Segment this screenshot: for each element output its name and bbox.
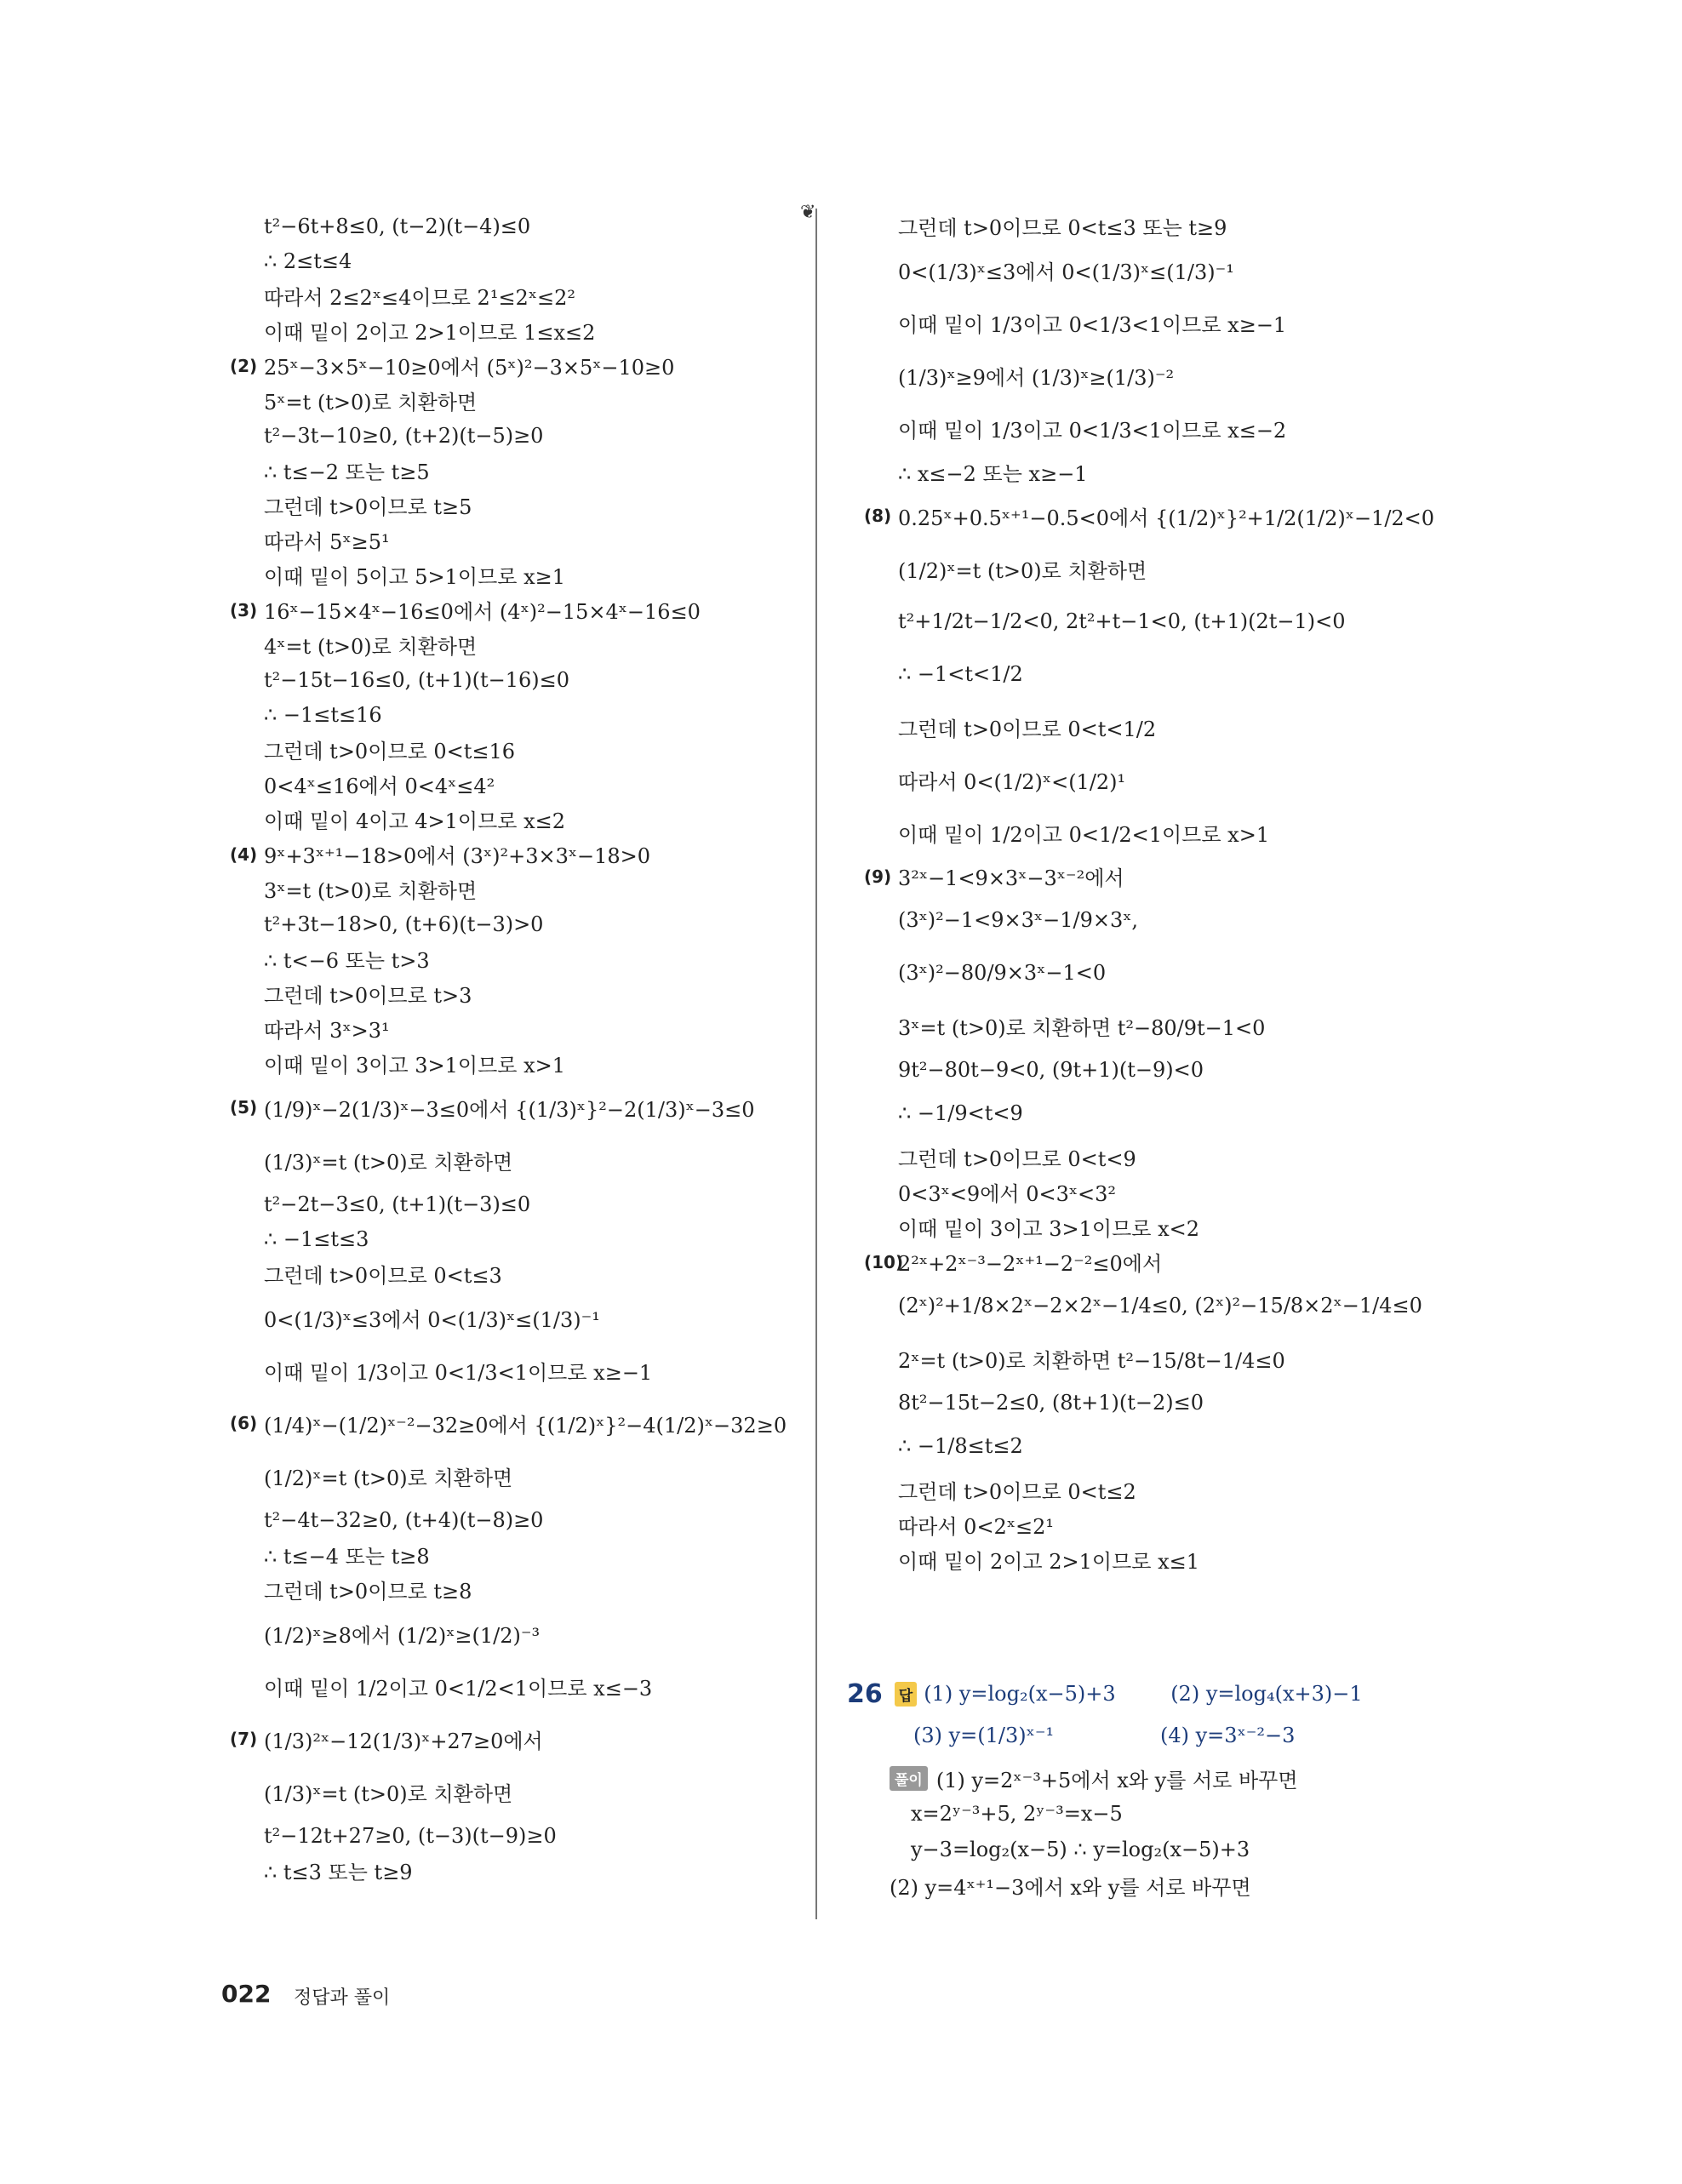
solution-line: (9) 3²ˣ−1<9×3ˣ−3ˣ⁻²에서	[864, 866, 1124, 890]
solution-line: ∴ 2≤t≤4	[264, 249, 352, 273]
solution-line: 0<(1/3)ˣ≤3에서 0<(1/3)ˣ≤(1/3)⁻¹	[898, 260, 1234, 284]
solution-line: (1/2)ˣ=t (t>0)로 치환하면	[898, 558, 1147, 583]
solution-line: 0<(1/3)ˣ≤3에서 0<(1/3)ˣ≤(1/3)⁻¹	[264, 1307, 600, 1332]
solution-line: (1/2)ˣ=t (t>0)로 치환하면	[264, 1466, 513, 1490]
solution-line: ∴ −1/9<t<9	[898, 1101, 1023, 1125]
solution-line: 이때 밑이 5이고 5>1이므로 x≥1	[264, 565, 566, 589]
solution-line: 이때 밑이 1/2이고 0<1/2<1이므로 x>1	[898, 822, 1270, 847]
solution-line: x=2ʸ⁻³+5, 2ʸ⁻³=x−5	[911, 1802, 1123, 1826]
solution-line: ∴ −1≤t≤16	[264, 702, 382, 727]
solution-line: t²−12t+27≥0, (t−3)(t−9)≥0	[264, 1823, 557, 1848]
solution-line: 3ˣ=t (t>0)로 치환하면	[264, 879, 478, 903]
solution-line: ∴ −1<t<1/2	[898, 662, 1023, 686]
solution-line: (2ˣ)²+1/8×2ˣ−2×2ˣ−1/4≤0, (2ˣ)²−15/8×2ˣ−1/4≤0	[898, 1294, 1422, 1318]
answer-3: (3) y=(1/3)ˣ⁻¹	[913, 1724, 1055, 1747]
solution-line: 이때 밑이 2이고 2>1이므로 x≤1	[898, 1550, 1200, 1574]
right-column	[864, 209, 1443, 1577]
solution-line: (3ˣ)²−80/9×3ˣ−1<0	[898, 961, 1107, 985]
solution-line: t²+3t−18>0, (t+6)(t−3)>0	[264, 912, 544, 936]
solution-line: 이때 밑이 3이고 3>1이므로 x>1	[264, 1054, 566, 1078]
solution-line: t²−3t−10≥0, (t+2)(t−5)≥0	[264, 423, 544, 448]
solution-line: (5) (1/9)ˣ−2(1/3)ˣ−3≤0에서 {(1/3)ˣ}²−2(1/3)ˣ−3≤0	[230, 1097, 755, 1122]
problem-number: (5)	[230, 1097, 258, 1118]
solution-line: t²−2t−3≤0, (t+1)(t−3)≤0	[264, 1192, 531, 1216]
solution-line: t²+1/2t−1/2<0, 2t²+t−1<0, (t+1)(2t−1)<0	[898, 609, 1346, 633]
solution-line: 이때 밑이 2이고 2>1이므로 1≤x≤2	[264, 321, 596, 345]
solution-line: 그런데 t>0이므로 0<t≤16	[264, 740, 516, 763]
solution-line: 그런데 t>0이므로 0<t≤3 또는 t≥9	[898, 216, 1227, 240]
solution-line: ∴ t<−6 또는 t>3	[264, 949, 430, 973]
solution-line: 3ˣ=t (t>0)로 치환하면 t²−80/9t−1<0	[898, 1015, 1266, 1040]
solution-line: ∴ t≤−4 또는 t≥8	[264, 1545, 430, 1569]
solution-line: 8t²−15t−2≤0, (8t+1)(t−2)≤0	[898, 1390, 1204, 1415]
solution-line: 이때 밑이 1/3이고 0<1/3<1이므로 x≤−2	[898, 418, 1287, 443]
solution-line: 그런데 t>0이므로 0<t<1/2	[898, 717, 1157, 741]
solution-line: (1/3)ˣ=t (t>0)로 치환하면	[264, 1150, 513, 1175]
problem-number: (9)	[864, 866, 892, 887]
left-column	[230, 209, 792, 1888]
solution-line: t²−15t−16≤0, (t+1)(t−16)≤0	[264, 667, 569, 692]
solution-line: ∴ −1≤t≤3	[264, 1226, 369, 1251]
problem-number: (3)	[230, 599, 258, 620]
answer-4: (4) y=3ˣ⁻²−3	[1160, 1724, 1296, 1747]
solution-line: (8) 0.25ˣ+0.5ˣ⁺¹−0.5<0에서 {(1/2)ˣ}²+1/2(1/2)ˣ−1/2<0	[864, 506, 1435, 530]
problem-number: (2)	[230, 355, 258, 376]
answer-1: (1) y=log₂(x−5)+3	[924, 1682, 1116, 1706]
solution-line: (1) y=2ˣ⁻³+5에서 x와 y를 서로 바꾸면	[935, 1768, 1298, 1792]
solution-line: 4ˣ=t (t>0)로 치환하면	[264, 635, 478, 659]
problem-number: (6)	[230, 1413, 258, 1433]
question-number: 26	[847, 1678, 883, 1709]
problem-number: (10)	[864, 1251, 904, 1272]
solution-line: (10) 2²ˣ+2ˣ⁻³−2ˣ⁺¹−2⁻²≤0에서	[864, 1251, 1163, 1276]
solution-line: (1/2)ˣ≥8에서 (1/2)ˣ≥(1/2)⁻³	[264, 1623, 541, 1648]
solution-line: ∴ t≤3 또는 t≥9	[264, 1861, 413, 1884]
question-26	[847, 1677, 1443, 1903]
solution-line: (1/3)ˣ=t (t>0)로 치환하면	[264, 1781, 513, 1806]
problem-number: (7)	[230, 1729, 258, 1749]
column-divider	[815, 209, 817, 1919]
problem-number: (8)	[864, 506, 892, 526]
problem-number: (4)	[230, 843, 258, 865]
solution-line: 9t²−80t−9<0, (9t+1)(t−9)<0	[898, 1057, 1204, 1082]
solution-line: 그런데 t>0이므로 0<t<9	[898, 1147, 1136, 1171]
page-section-title: 정답과 풀이	[294, 1987, 391, 2009]
solution-line: (4) 9ˣ+3ˣ⁺¹−18>0에서 (3ˣ)²+3×3ˣ−18>0	[230, 843, 651, 868]
answer-2: (2) y=log₄(x+3)−1	[1170, 1682, 1363, 1706]
solution-line: 따라서 5ˣ≥5¹	[264, 530, 390, 554]
solution-line: t²−6t+8≤0, (t−2)(t−4)≤0	[264, 214, 531, 238]
solution-line: 따라서 2≤2ˣ≤4이므로 2¹≤2ˣ≤2²	[264, 286, 576, 310]
solution-line: y−3=log₂(x−5) ∴ y=log₂(x−5)+3	[911, 1838, 1250, 1861]
solution-line: 따라서 3ˣ>3¹	[264, 1019, 390, 1043]
solution-line: 2ˣ=t (t>0)로 치환하면 t²−15/8t−1/4≤0	[898, 1348, 1285, 1373]
solution-tag: 풀이	[890, 1766, 928, 1791]
solution-line: (7) (1/3)²ˣ−12(1/3)ˣ+27≥0에서	[230, 1729, 543, 1753]
solution-line: 그런데 t>0이므로 t≥8	[264, 1580, 472, 1604]
solution-line: 0<3ˣ<9에서 0<3ˣ<3²	[898, 1182, 1117, 1206]
solution-line: 그런데 t>0이므로 t>3	[264, 984, 472, 1008]
page-number: 022	[221, 1980, 272, 2008]
solution-line: 그런데 t>0이므로 0<t≤2	[898, 1480, 1136, 1504]
solution-line: (2) y=4ˣ⁺¹−3에서 x와 y를 서로 바꾸면	[890, 1875, 1251, 1900]
solution-line: 따라서 0<(1/2)ˣ<(1/2)¹	[898, 769, 1126, 794]
solution-line: 그런데 t>0이므로 t≥5	[264, 495, 472, 519]
solution-line: 이때 밑이 1/3이고 0<1/3<1이므로 x≥−1	[264, 1360, 653, 1385]
solution-line: t²−4t−32≥0, (t+4)(t−8)≥0	[264, 1507, 544, 1532]
solution-line: ∴ t≤−2 또는 t≥5	[264, 460, 430, 484]
solution-line: 이때 밑이 3이고 3>1이므로 x<2	[898, 1217, 1200, 1241]
solution-line: (3ˣ)²−1<9×3ˣ−1/9×3ˣ,	[898, 908, 1139, 932]
solution-line: ∴ −1/8≤t≤2	[898, 1434, 1023, 1458]
solution-line: (6) (1/4)ˣ−(1/2)ˣ⁻²−32≥0에서 {(1/2)ˣ}²−4(1/2)ˣ−32≥0	[230, 1413, 787, 1438]
answer-tag: 답	[895, 1682, 917, 1707]
solution-line: 이때 밑이 4이고 4>1이므로 x≤2	[264, 809, 566, 833]
column-ornament: ❦	[800, 202, 816, 223]
solution-line: 5ˣ=t (t>0)로 치환하면	[264, 391, 478, 415]
solution-line: ∴ x≤−2 또는 x≥−1	[898, 462, 1088, 486]
solution-line: 이때 밑이 1/2이고 0<1/2<1이므로 x≤−3	[264, 1676, 653, 1701]
solution-line: 그런데 t>0이므로 0<t≤3	[264, 1264, 502, 1288]
solution-line: 이때 밑이 1/3이고 0<1/3<1이므로 x≥−1	[898, 312, 1287, 337]
solution-line: 0<4ˣ≤16에서 0<4ˣ≤4²	[264, 775, 495, 798]
solution-line: (3) 16ˣ−15×4ˣ−16≤0에서 (4ˣ)²−15×4ˣ−16≤0	[230, 599, 701, 624]
solution-line: (2) 25ˣ−3×5ˣ−10≥0에서 (5ˣ)²−3×5ˣ−10≥0	[230, 355, 675, 380]
solution-line: 따라서 0<2ˣ≤2¹	[898, 1515, 1055, 1539]
solution-line: (1/3)ˣ≥9에서 (1/3)ˣ≥(1/3)⁻²	[898, 365, 1175, 390]
